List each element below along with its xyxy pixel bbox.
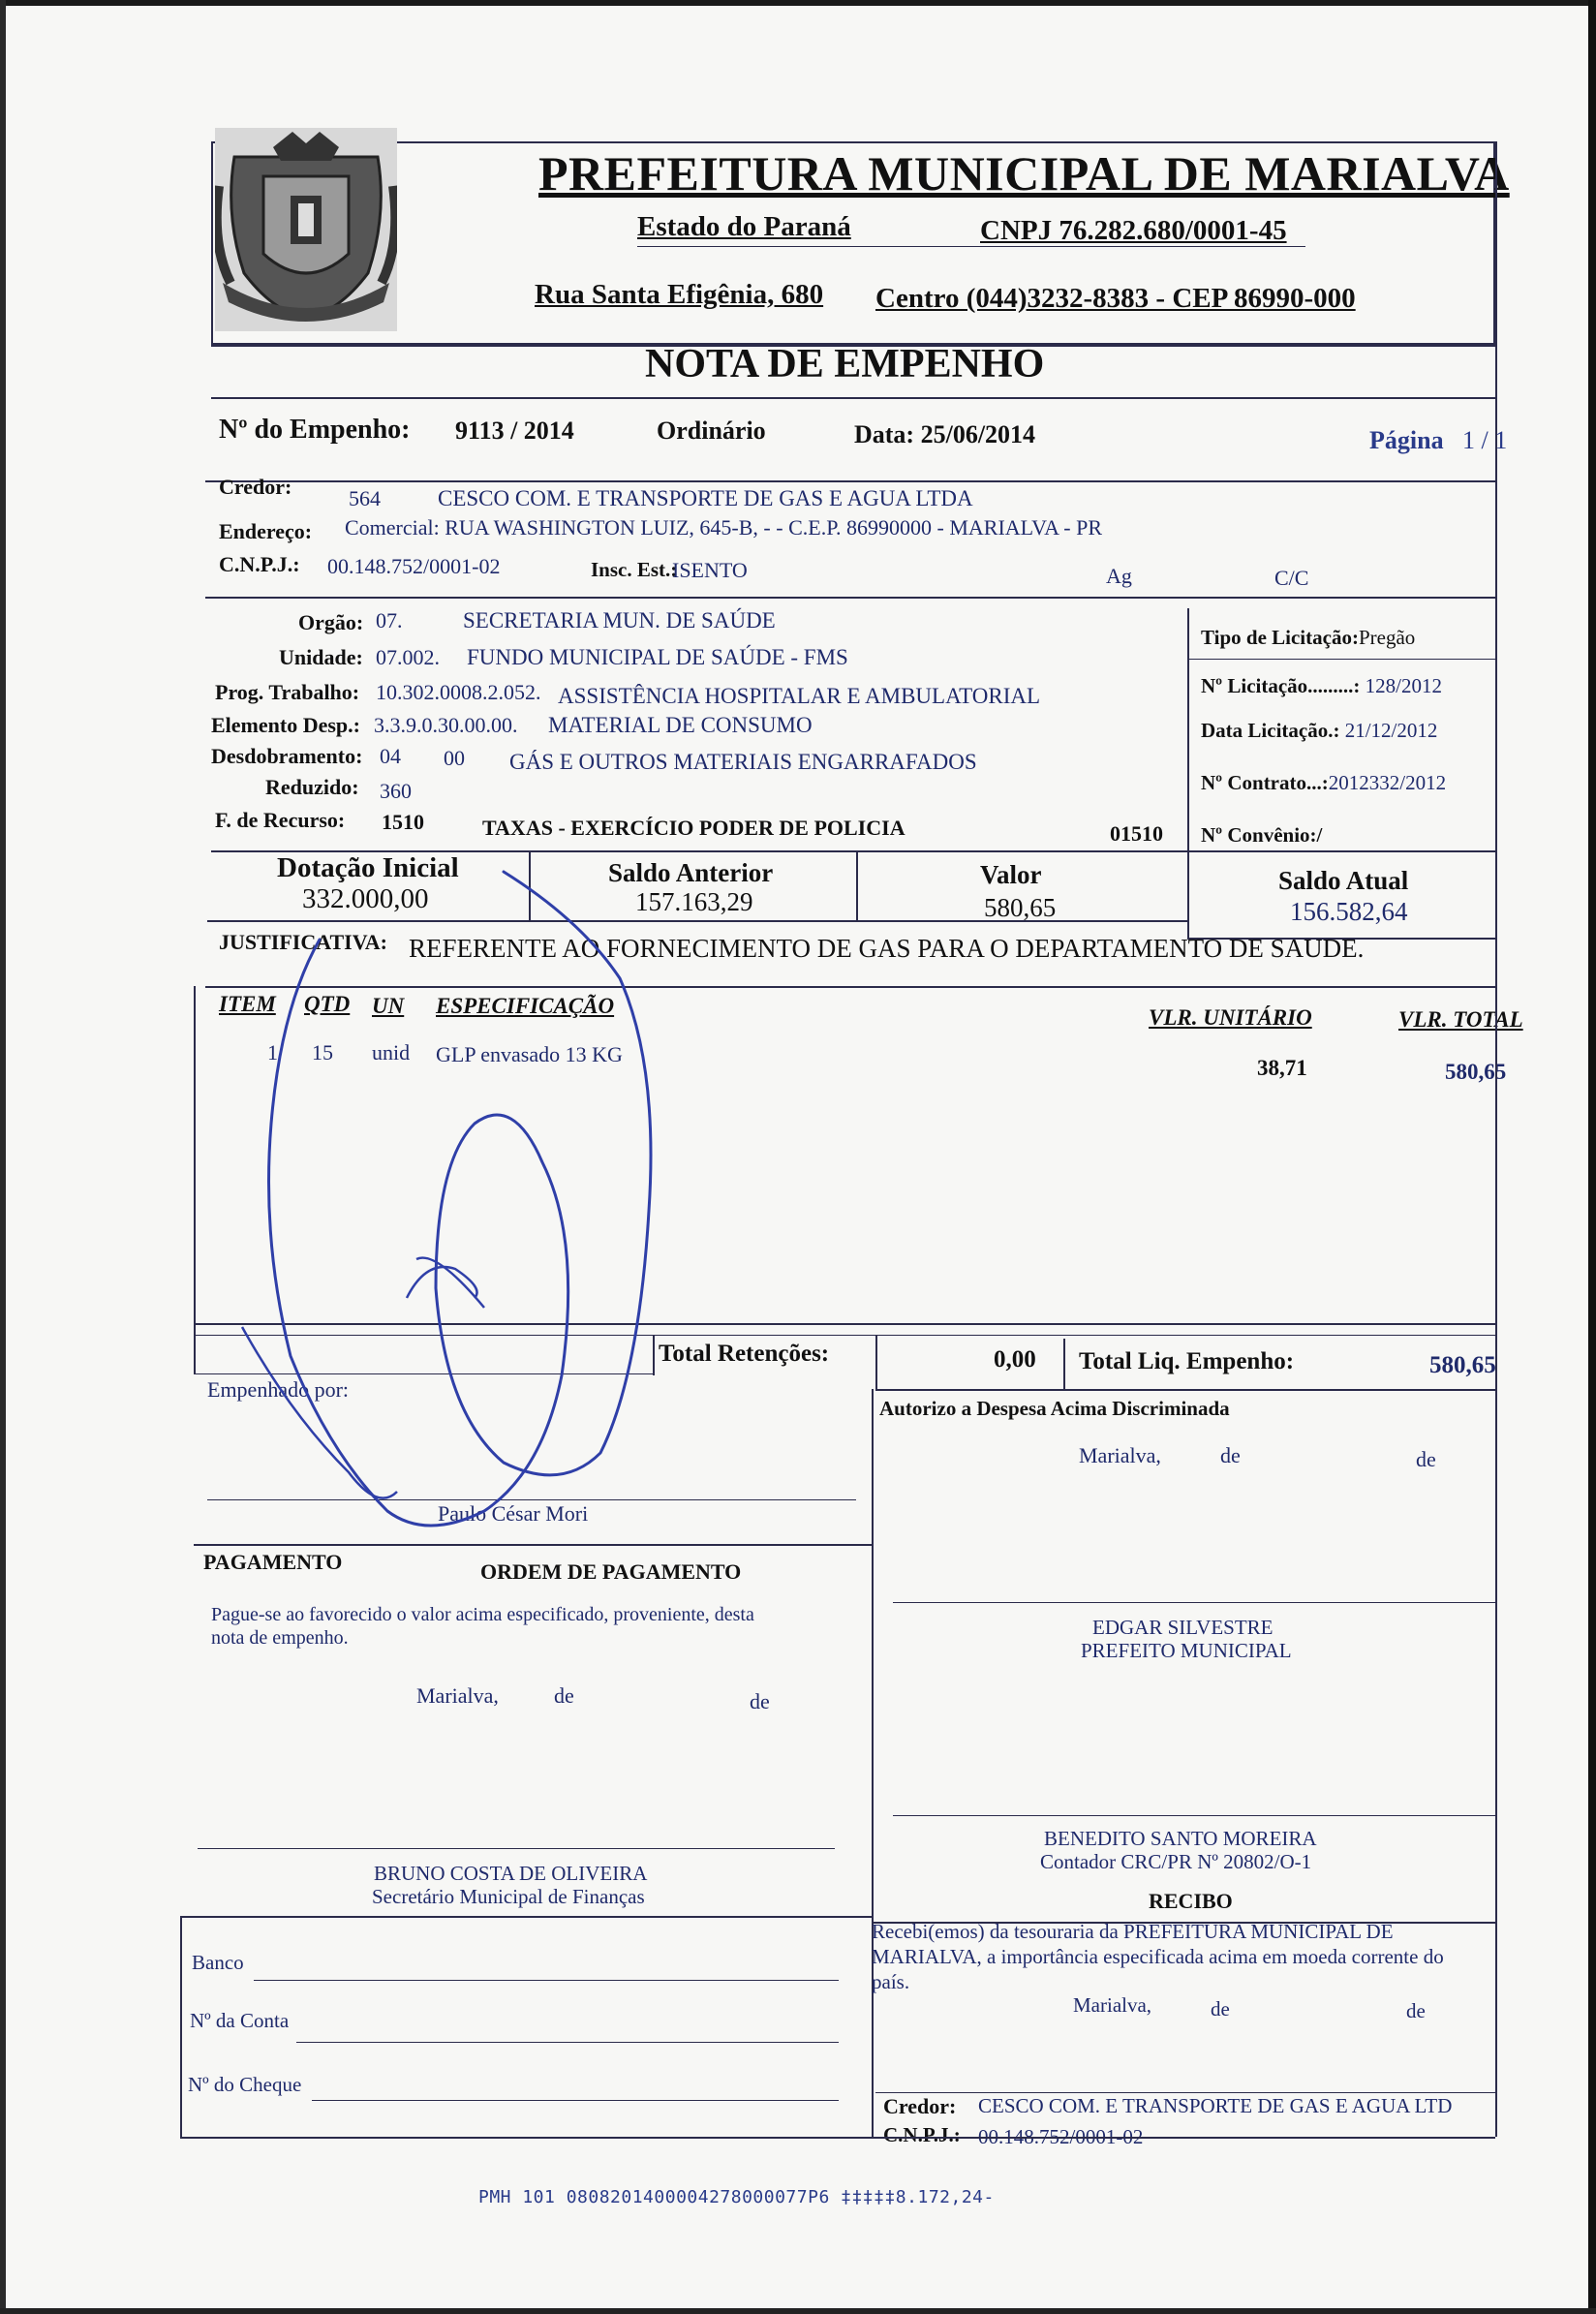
total-liq-value: 580,65 bbox=[1429, 1352, 1496, 1378]
state-underline bbox=[637, 246, 1305, 247]
empenhado-bottom-divider bbox=[194, 1544, 872, 1546]
unidade-code: 07.002. bbox=[376, 645, 440, 669]
cheque-label: Nº do Cheque bbox=[188, 2073, 302, 2096]
banco-label: Banco bbox=[192, 1951, 244, 1974]
retencoes-label: Total Retenções: bbox=[659, 1341, 830, 1367]
recurso-code: 1510 bbox=[382, 810, 424, 834]
recibo-credor-name: CESCO COM. E TRANSPORTE DE GAS E AGUA LTD bbox=[978, 2094, 1453, 2117]
orgao-name: SECRETARIA MUN. DE SAÚDE bbox=[463, 608, 776, 632]
row-unit: 38,71 bbox=[1257, 1056, 1307, 1080]
banco-line bbox=[254, 1980, 839, 1981]
reduzido-label: Reduzido: bbox=[265, 775, 359, 799]
totals-top-divider bbox=[194, 1323, 1495, 1325]
total-liq-label: Total Liq. Empenho: bbox=[1079, 1348, 1295, 1374]
credor-code: 564 bbox=[349, 486, 381, 510]
saldo-anterior-label: Saldo Anterior bbox=[608, 858, 774, 887]
elem-label: Elemento Desp.: bbox=[211, 713, 360, 737]
autorizo-de-1: de bbox=[1220, 1443, 1241, 1467]
title-divider bbox=[211, 397, 1495, 399]
page-edge-top bbox=[0, 0, 1596, 6]
contador-title: Contador CRC/PR Nº 20802/O-1 bbox=[1040, 1850, 1312, 1873]
empenhado-name: Paulo César Mori bbox=[438, 1501, 589, 1526]
recurso-label: F. de Recurso: bbox=[215, 808, 346, 832]
recurso-name: TAXAS - EXERCÍCIO PODER DE POLICIA bbox=[482, 816, 905, 840]
secretario-signature-line bbox=[198, 1848, 835, 1849]
conta-label: Nº da Conta bbox=[190, 2009, 290, 2032]
prog-code: 10.302.0008.2.052. bbox=[376, 680, 541, 704]
empenho-label: Nº do Empenho: bbox=[219, 415, 411, 445]
recibo-de-1: de bbox=[1211, 1997, 1230, 2021]
contrato bbox=[1201, 771, 1446, 795]
col-vlr-unitario: VLR. UNITÁRIO bbox=[1149, 1005, 1312, 1030]
credor-address: Comercial: RUA WASHINGTON LUIZ, 645-B, - - C.E.P. 86990000 - MARIALVA - PR bbox=[345, 515, 1103, 540]
autorizo-city: Marialva, bbox=[1079, 1443, 1161, 1467]
elem-name: MATERIAL DE CONSUMO bbox=[548, 713, 813, 737]
page-edge-left bbox=[0, 0, 6, 2314]
recibo-city: Marialva, bbox=[1073, 1993, 1152, 2017]
credor-cnpj: 00.148.752/0001-02 bbox=[327, 554, 501, 578]
recibo-credor-label: Credor: bbox=[883, 2094, 957, 2118]
footer-code: PMH 101 0808201400004278000077P6 ‡‡‡‡‡8.172,24- bbox=[478, 2187, 995, 2207]
page-edge-right bbox=[1588, 0, 1596, 2314]
empenho-number: 9113 / 2014 bbox=[455, 417, 574, 445]
city-coat-of-arms-icon bbox=[215, 128, 397, 331]
totals-bottom-divider-right bbox=[875, 1389, 1495, 1391]
pagamento-de-1: de bbox=[554, 1683, 574, 1708]
col-vlr-total: VLR. TOTAL bbox=[1398, 1007, 1523, 1032]
doc-title: NOTA DE EMPENHO bbox=[645, 342, 1045, 386]
cnpj-label: C.N.P.J.: bbox=[219, 552, 300, 576]
document-left-border-lower bbox=[180, 1916, 182, 2137]
justificativa-label: JUSTIFICATIVA: bbox=[219, 930, 388, 954]
row-qtd: 15 bbox=[312, 1040, 333, 1064]
secretario-name: BRUNO COSTA DE OLIVEIRA bbox=[374, 1862, 648, 1885]
totals-sep-2 bbox=[875, 1335, 877, 1389]
recurso-code-2: 01510 bbox=[1110, 821, 1163, 846]
saldos-sep-2 bbox=[856, 852, 858, 920]
prefeito-name: EDGAR SILVESTRE bbox=[1092, 1616, 1274, 1639]
pagamento-city: Marialva, bbox=[416, 1683, 499, 1708]
num-label: Nº Licitação.........: bbox=[1201, 674, 1361, 697]
dotacao-inicial-label: Dotação Inicial bbox=[277, 852, 459, 883]
tipo-label-text: Tipo de Licitação: bbox=[1201, 626, 1359, 649]
convenio-label: Nº Convênio:/ bbox=[1201, 823, 1323, 847]
data-licitacao bbox=[1201, 719, 1437, 743]
totals-sep-1 bbox=[653, 1335, 655, 1375]
valor-label: Valor bbox=[980, 860, 1042, 889]
credor-divider bbox=[205, 597, 1495, 599]
totals-bottom-divider bbox=[194, 1373, 653, 1374]
totals-sep-3 bbox=[1063, 1339, 1065, 1391]
recibo-credor-line bbox=[875, 2092, 1495, 2093]
page-edge-bottom bbox=[0, 2308, 1596, 2314]
recibo-text-1: Recebi(emos) da tesouraria da PREFEITURA MUNICIPAL DE bbox=[872, 1920, 1394, 1943]
document-bottom-border bbox=[180, 2137, 1495, 2139]
tipo-divider bbox=[1187, 659, 1495, 660]
insc-value: ISENTO bbox=[672, 558, 748, 582]
col-especificacao: ESPECIFICAÇÃO bbox=[436, 994, 615, 1018]
cheque-line bbox=[312, 2100, 839, 2101]
empenhado-label: Empenhado por: bbox=[207, 1377, 350, 1402]
saldo-atual-value: 156.582,64 bbox=[1290, 897, 1408, 926]
conta-line bbox=[296, 2042, 839, 2043]
recibo-cnpj-value: 00.148.752/0001-02 bbox=[978, 2125, 1144, 2148]
desd-code-2: 00 bbox=[444, 746, 465, 770]
insc-label: Insc. Est.: bbox=[591, 558, 678, 581]
row-total: 580,65 bbox=[1445, 1060, 1507, 1084]
recibo-cnpj-label: C.N.P.J.: bbox=[883, 2123, 961, 2146]
totals-top-divider-2 bbox=[194, 1335, 1495, 1336]
prefeito-signature-line bbox=[893, 1602, 1495, 1603]
header-address: Rua Santa Efigênia, 680 bbox=[535, 279, 824, 310]
num-licitacao bbox=[1201, 674, 1442, 698]
autorizo-label: Autorizo a Despesa Acima Discriminada bbox=[879, 1397, 1230, 1420]
num-value: 128/2012 bbox=[1365, 674, 1442, 697]
saldos-sep-3 bbox=[1187, 852, 1189, 938]
contrato-value: 2012332/2012 bbox=[1328, 771, 1447, 794]
tipo-licitacao-label bbox=[1201, 626, 1415, 650]
recibo-label: RECIBO bbox=[1149, 1889, 1233, 1913]
prog-name: ASSISTÊNCIA HOSPITALAR E AMBULATORIAL bbox=[558, 684, 1041, 708]
table-left-border bbox=[194, 986, 196, 1373]
justificativa-text: REFERENTE AO FORNECIMENTO DE GAS PARA O DEPARTAMENTO DE SAUDE. bbox=[409, 934, 1365, 963]
row-un: unid bbox=[372, 1040, 411, 1064]
saldo-anterior-value: 157.163,29 bbox=[635, 887, 753, 916]
dotacao-inicial-value: 332.000,00 bbox=[302, 883, 429, 914]
retencoes-value: 0,00 bbox=[994, 1346, 1036, 1373]
licitacao-separator bbox=[1187, 608, 1189, 852]
header-contact: Centro (044)3232-8383 - CEP 86990-000 bbox=[875, 283, 1356, 314]
pagamento-text-1: Pague-se ao favorecido o valor acima especificado, proveniente, desta bbox=[211, 1604, 754, 1625]
unidade-name: FUNDO MUNICIPAL DE SAÚDE - FMS bbox=[467, 645, 848, 669]
saldos-sep-1 bbox=[529, 850, 531, 920]
empenho-divider bbox=[205, 480, 1495, 482]
recibo-text-3: país. bbox=[872, 1970, 910, 1993]
justificativa-divider bbox=[205, 986, 1495, 988]
address-label: Endereço: bbox=[219, 519, 313, 543]
data-label: Data Licitação.: bbox=[1201, 719, 1340, 742]
desd-label: Desdobramento: bbox=[211, 744, 363, 768]
autorizo-de-2: de bbox=[1416, 1447, 1436, 1471]
middle-divider bbox=[872, 1389, 874, 2137]
saldo-atual-label: Saldo Atual bbox=[1278, 866, 1409, 895]
prefeito-title: PREFEITO MUNICIPAL bbox=[1081, 1639, 1292, 1662]
orgao-code: 07. bbox=[376, 608, 403, 632]
recibo-de-2: de bbox=[1406, 1999, 1426, 2022]
table-right-border bbox=[1495, 141, 1497, 2137]
col-item: ITEM bbox=[219, 992, 276, 1016]
contador-name: BENEDITO SANTO MOREIRA bbox=[1044, 1827, 1317, 1850]
pagamento-label: PAGAMENTO bbox=[203, 1550, 343, 1574]
secretario-title: Secretário Municipal de Finanças bbox=[372, 1885, 645, 1908]
data-value: 21/12/2012 bbox=[1344, 719, 1438, 742]
credor-label: Credor: bbox=[219, 475, 292, 499]
contrato-label: Nº Contrato...: bbox=[1201, 771, 1329, 794]
valor-value: 580,65 bbox=[984, 893, 1057, 922]
desd-name: GÁS E OUTROS MATERIAIS ENGARRAFADOS bbox=[509, 750, 977, 774]
credor-name: CESCO COM. E TRANSPORTE DE GAS E AGUA LTDA bbox=[438, 486, 973, 510]
ordem-pagamento: ORDEM DE PAGAMENTO bbox=[480, 1559, 742, 1584]
page-label: Página bbox=[1369, 426, 1444, 454]
reduzido-code: 360 bbox=[380, 779, 412, 803]
saldos-bottom-divider bbox=[207, 920, 1189, 922]
recibo-text-2: MARIALVA, a importância especificada acima em moeda corrente do bbox=[872, 1945, 1444, 1968]
empenho-date: Data: 25/06/2014 bbox=[854, 420, 1036, 448]
empenhado-signature-line bbox=[207, 1499, 856, 1500]
pagamento-bottom-divider bbox=[180, 1916, 872, 1918]
prog-label: Prog. Trabalho: bbox=[215, 680, 360, 704]
page-title: PREFEITURA MUNICIPAL DE MARIALVA bbox=[538, 146, 1510, 201]
desd-code-1: 04 bbox=[380, 744, 401, 768]
header-cnpj: CNPJ 76.282.680/0001-45 bbox=[980, 215, 1287, 246]
unidade-label: Unidade: bbox=[279, 645, 363, 669]
tipo-value: Pregão bbox=[1358, 626, 1416, 649]
col-qtd: QTD bbox=[304, 992, 351, 1016]
col-un: UN bbox=[372, 994, 405, 1018]
empenho-type: Ordinário bbox=[657, 417, 766, 445]
page-number: 1 / 1 bbox=[1462, 426, 1508, 454]
pagamento-text-2: nota de empenho. bbox=[211, 1627, 349, 1649]
contador-signature-line bbox=[893, 1815, 1495, 1816]
orgao-label: Orgão: bbox=[298, 610, 364, 634]
pagamento-de-2: de bbox=[750, 1689, 770, 1713]
row-item: 1 bbox=[267, 1040, 278, 1064]
elem-code: 3.3.9.0.30.00.00. bbox=[374, 713, 518, 737]
cc-label: C/C bbox=[1274, 566, 1309, 590]
row-espec: GLP envasado 13 KG bbox=[436, 1042, 623, 1066]
ag-label: Ag bbox=[1106, 564, 1132, 588]
state-name: Estado do Paraná bbox=[637, 211, 851, 242]
